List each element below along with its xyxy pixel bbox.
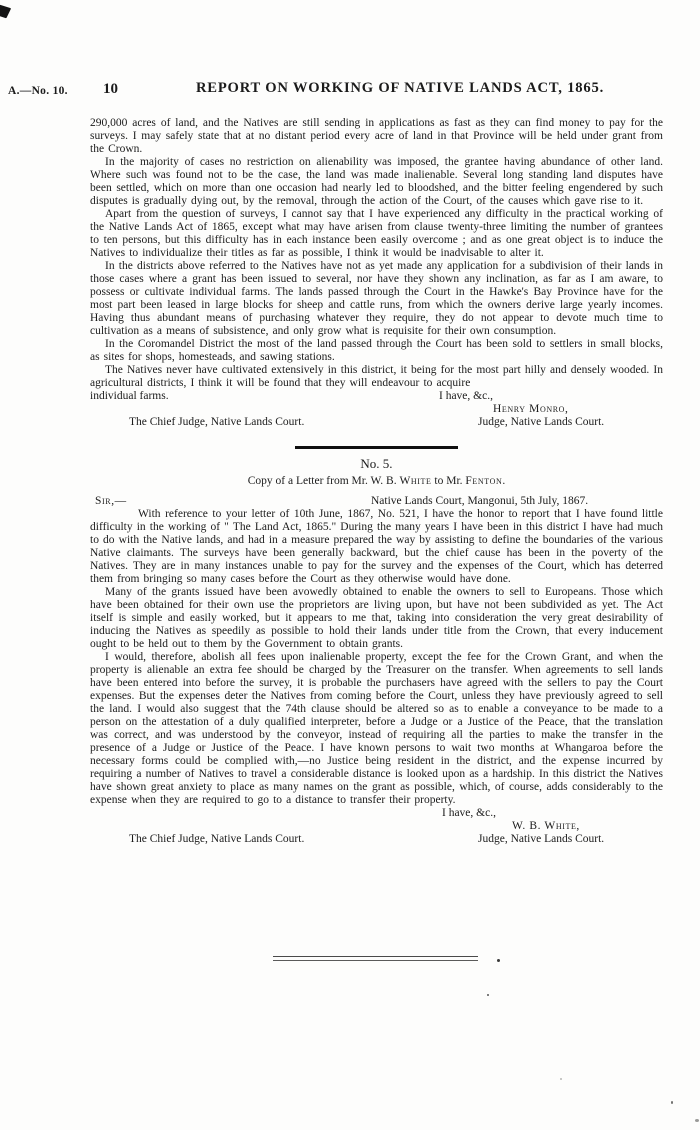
closing-row: [90, 390, 663, 403]
letter-paragraph: The Natives never have cultivated extensively in this district, it being for the most part hilly and densely wooded. In agricultural districts, I think it will be found that they will endeavour to acquire: [90, 364, 663, 389]
correspondent-name: White: [399, 475, 432, 487]
letter-paragraph: Apart from the question of surveys, I cannot say that I have experienced any difficulty in the practical working of the Native Lands Act of 1865, except what may have arisen from clause twenty-three limiting the number of grantees to ten persons, but this difficulty has in each instance been easily overcome ; and as one great object is to induce the Natives to individualize their titles as far as possible, I think it would be inadvisable to alter it.: [90, 208, 663, 259]
closing-valediction: I have, &c.,: [442, 807, 496, 819]
dateline: Native Lands Court, Mangonui, 5th July, 1867.: [371, 495, 589, 507]
closing-valediction: I have, &c.,: [439, 390, 493, 402]
letter-number-heading: No. 5.: [360, 456, 393, 471]
letter-paragraph: 290,000 acres of land, and the Natives are still sending in applications as fast as they can find money to pay for the surveys. I may safely state that at no distant period every acre of land in that Province will be held under grant from the Crown.: [90, 117, 663, 155]
letter-monro: [90, 117, 663, 429]
text-column: [90, 117, 663, 846]
addressee-row: [90, 833, 663, 846]
series-number: A.—No. 10.: [8, 85, 68, 97]
letter-paragraph: In the districts above referred to the Natives have not as yet made any application for a subdivision of their lands in those cases where a grant has been issued to several, nor have they shown any inclination, as far as I am aware, to possess or cultivate individual farms. The lands passed through the Court in the Hawke's Bay Province have for the most part been leased in large blocks for sheep and cattle runs, from which the owners derive large yearly incomes. Having thus abundant means of purchasing whatever they require, they do not appear to devote much time to cultivation as a means of subsistence, and only grow what is requisite for their own consumption.: [90, 260, 663, 337]
heading-text: .: [502, 475, 506, 487]
section-divider: [295, 446, 458, 449]
letter-paragraph: In the majority of cases no restriction on alienability was imposed, the grantee having abundance of other land. Where such was found not to be the case, the land was made inalienable. Several long standing land disputes have been settled, which on more than one occasion had nearly led to bloodshed, and the bitter feeling engendered by such disputes is gradually dying out, by the removal, through the action of the Court, of the causes which gave rise to it.: [90, 156, 663, 207]
addressee-row: [90, 416, 663, 429]
letter-paragraph: In the Coromandel District the most of the land passed through the Court has been sold to settlers in small blocks, as sites for shops, homesteads, and sawing stations.: [90, 338, 663, 363]
signature-name: Henry Monro,: [493, 403, 569, 415]
scan-artifact-corner: [0, 5, 11, 19]
signature-role: Judge, Native Lands Court.: [478, 833, 605, 845]
salutation-row: [90, 495, 663, 508]
signature-role: Judge, Native Lands Court.: [478, 416, 605, 428]
correspondent-name: Fenton: [465, 475, 503, 487]
addressee-line: The Chief Judge, Native Lands Court.: [129, 833, 305, 845]
ink-speck: [487, 994, 489, 996]
letter-description-heading: [90, 475, 663, 488]
signature-name: W. B. White,: [512, 820, 580, 832]
ink-speck: [560, 1078, 562, 1080]
heading-text: Copy of a Letter from Mr. W. B.: [247, 475, 400, 487]
letter-paragraph: With reference to your letter of 10th June, 1867, No. 521, I have the honor to report that I have found little difficulty in the working of " The Land Act, 1865." During the many years I have been in this district I have had much to do with the Native lands, and had in a measure prepared the way by assisting to define the boundaries of the various Native claimants. The surveys have been generally backward, but the chief cause has been in the poverty of the Natives. They are in many instances unable to pay for the survey and the expenses of the Court, which has deterred them from bringing so many cases before the Court as they otherwise would have done.: [90, 508, 663, 585]
ink-speck: [497, 959, 500, 962]
letter-paragraph: Many of the grants issued have been avowedly obtained to enable the owners to sell to Europeans. Those which have been obtained for their own use the proprietors are living upon, but have not been subdivided as yet. The Act itself is simple and easily worked, but it appears to me that, taking into consideration the very great desirability of inducing the Natives as speedily as possible to hold their lands under title from the Crown, that every inducement ought to be held out to them by the Government to obtain grants.: [90, 586, 663, 650]
heading-text: to Mr.: [431, 475, 466, 487]
letter-white: [90, 456, 663, 846]
addressee-line: The Chief Judge, Native Lands Court.: [129, 416, 305, 428]
page-number: 10: [103, 81, 118, 97]
ink-speck: [695, 1119, 699, 1122]
page-header: [0, 80, 700, 102]
paragraph-last-line: individual farms.: [90, 390, 169, 402]
report-title: REPORT ON WORKING OF NATIVE LANDS ACT, 1865.: [195, 80, 605, 96]
end-rule: [273, 956, 478, 961]
ink-speck: [671, 1101, 673, 1104]
closing-row: [90, 807, 663, 820]
letter-paragraph: I would, therefore, abolish all fees upon inalienable property, except the fee for the Crown Grant, and when the property is alienable an extra fee should be charged by the Treasurer on the transfer. When agreements to sell lands have been entered into before the survey, it is probable the purchasers have agreed with the sellers to pay the Court expenses. But the expenses deter the Natives from coming before the Court, unless they have previously agreed to sell the land. I would also suggest that the 74th clause should be altered so as to enable a conveyance to be made to a person on the attestation of a duly qualified interpreter, before a Judge or a Justice of the Peace, that the translation was correct, and was understood by the conveyor, instead of requiring all the parties to make the transfer in the presence of a Judge or Justice of the Peace. I have known persons to wait two months at Whangaroa before the necessary forms could be complied with,—no Justice being resident in the district, and the expense incurred by requiring a number of Natives to travel a considerable distance is looked upon as a hardship. In this district the Natives have shown great anxiety to place as many names on the grant as possible, which, of course, adds considerably to the expense when they are required to go to a distance to transfer their property.: [90, 651, 663, 806]
salutation: Sir,—: [95, 495, 127, 507]
